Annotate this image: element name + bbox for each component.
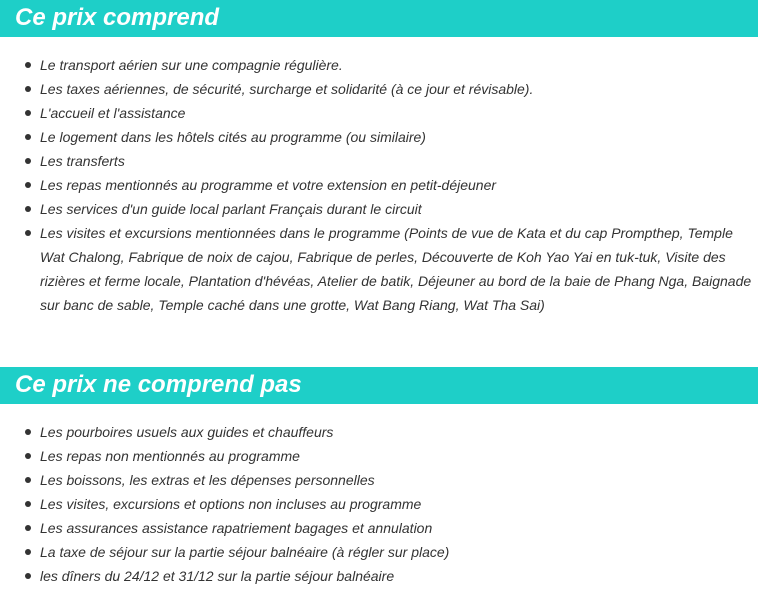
list-item-text: Les services d'un guide local parlant Français durant le circuit (40, 201, 422, 217)
bullet-icon (25, 110, 31, 116)
list-item-text: Les taxes aériennes, de sécurité, surcharge et solidarité (à ce jour et révisable). (40, 81, 534, 97)
list-item (0, 564, 758, 588)
list-item-text: La taxe de séjour sur la partie séjour balnéaire (à régler sur place) (40, 544, 450, 560)
list-item (0, 492, 758, 516)
included-header (0, 0, 758, 37)
list-item (0, 516, 758, 540)
included-title: Ce prix comprend (15, 4, 220, 31)
excluded-section (0, 367, 758, 584)
list-item-text: Les assurances assistance rapatriement bagages et annulation (40, 520, 433, 536)
list-item (0, 420, 758, 444)
bullet-icon (25, 230, 31, 236)
list-item-text: Les transferts (40, 153, 125, 169)
bullet-icon (25, 525, 31, 531)
bullet-icon (25, 501, 31, 507)
list-item (0, 197, 758, 221)
excluded-header (0, 367, 758, 404)
list-item (0, 53, 758, 77)
list-item-text: Les boissons, les extras et les dépenses personnelles (40, 472, 375, 488)
bullet-icon (25, 86, 31, 92)
list-item-text: Les visites et excursions mentionnées dans le programme (Points de vue de Kata et du cap Prompthep, Temple Wat Chalong, Fabrique de noix de cajou, Fabrique de perles, Découverte de Koh Yao Yai en tuk-tuk, Visite des rizières et ferme locale, Plantation d'hévéas, Atelier de batik, Déjeuner au bord de la baie de Phang Nga, Baignade sur banc de sable, Temple caché dans une grotte, Wat Bang Riang, Wat Tha Sai) (40, 225, 752, 313)
bullet-icon (25, 62, 31, 68)
bullet-icon (25, 134, 31, 140)
excluded-list (0, 420, 758, 588)
list-item (0, 125, 758, 149)
excluded-title: Ce prix ne comprend pas (15, 371, 302, 398)
list-item-text: Le logement dans les hôtels cités au programme (ou similaire) (40, 129, 426, 145)
list-item (0, 173, 758, 197)
list-item-text: les dîners du 24/12 et 31/12 sur la partie séjour balnéaire (40, 568, 395, 584)
bullet-icon (25, 453, 31, 459)
list-item-text: Les repas mentionnés au programme et votre extension en petit-déjeuner (40, 177, 497, 193)
list-item-text: Les pourboires usuels aux guides et chauffeurs (40, 424, 334, 440)
bullet-icon (25, 206, 31, 212)
bullet-icon (25, 477, 31, 483)
list-item (0, 101, 758, 125)
bullet-icon (25, 158, 31, 164)
bullet-icon (25, 573, 31, 579)
list-item (0, 468, 758, 492)
list-item-text: Les repas non mentionnés au programme (40, 448, 300, 464)
list-item (0, 149, 758, 173)
included-list (0, 53, 758, 317)
list-item-text: Les visites, excursions et options non incluses au programme (40, 496, 422, 512)
list-item (0, 540, 758, 564)
list-item (0, 221, 758, 317)
list-item (0, 77, 758, 101)
list-item-text: L'accueil et l'assistance (40, 105, 186, 121)
list-item (0, 444, 758, 468)
bullet-icon (25, 429, 31, 435)
bullet-icon (25, 549, 31, 555)
list-item-text: Le transport aérien sur une compagnie régulière. (40, 57, 343, 73)
bullet-icon (25, 182, 31, 188)
